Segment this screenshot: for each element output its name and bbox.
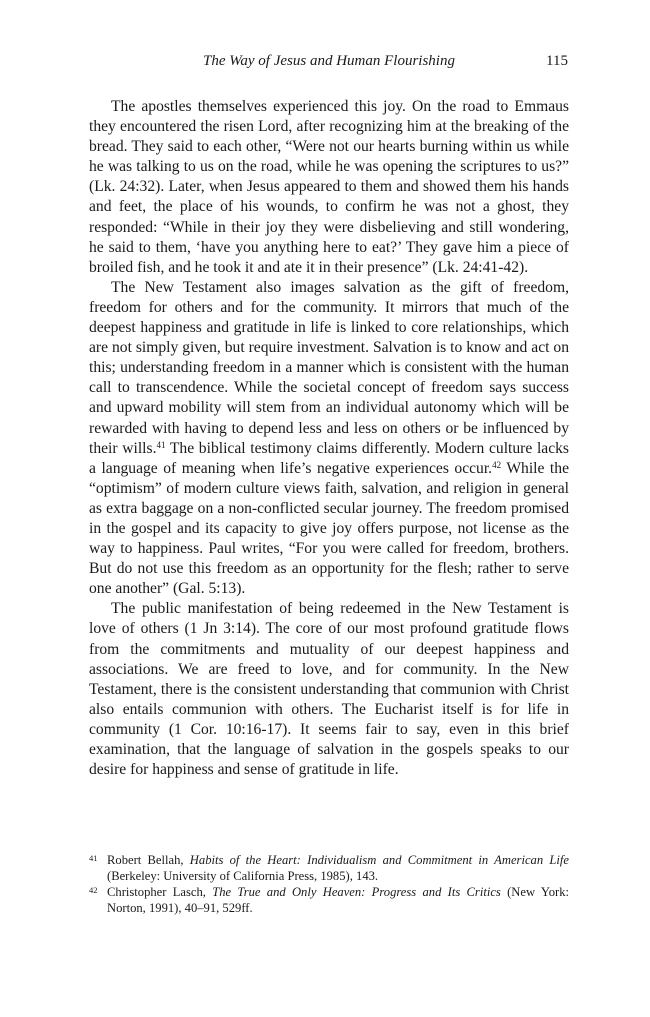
paragraph	[89, 278, 569, 600]
footnote	[89, 852, 569, 884]
footnote-author: Christopher Lasch,	[107, 885, 213, 899]
footnote-citation: (New York: Norton, 1991), 40–91, 529ff.	[107, 885, 569, 915]
footnote-number: 42	[89, 885, 98, 895]
footnote-number: 41	[89, 853, 98, 863]
paragraph-text: While the “optimism” of modern culture views faith, salvation, and religion in general as extra baggage on a non-conflicted secular journey. The freedom promised in the gospel and its capacity to give joy offers purpose, not license as the way to happiness. Paul writes, “For you were called for freedom, brothers. But do not use this freedom as an opportunity for the flesh; rather to serve one another” (Gal. 5:13).	[89, 459, 569, 598]
footnote	[89, 884, 569, 916]
footnote-citation: (Berkeley: University of California Press, 1985), 143.	[107, 869, 379, 883]
page-number: 115	[546, 53, 568, 69]
footnote-title: The True and Only Heaven: Progress and Its Critics	[212, 885, 501, 899]
paragraph-text: The New Testament also images salvation as the gift of freedom, freedom for others and for the community. It mirrors that much of the deepest happiness and gratitude in life is linked to core relationships, which are not simply given, but require investment. Salvation is to know and act on this; understanding freedom in a manner which is consistent with the human call to transcendence. While the societal concept of freedom says success and upward mobility will stem from an individual autonomy which will be rewarded with having to depend less and less on others or be influenced by their wills.	[89, 278, 569, 457]
running-head	[90, 50, 568, 72]
footnote-ref: 41	[156, 439, 166, 450]
footnote-author: Robert Bellah,	[107, 853, 190, 867]
body-text	[89, 97, 569, 780]
footnote-title: Habits of the Heart: Individualism and Commitment in American Life	[189, 853, 569, 867]
footnote-ref: 42	[492, 459, 502, 470]
paragraph: The public manifestation of being redeemed in the New Testament is love of others (1 Jn 3:14). The core of our most profound gratitude flows from the commitments and mutuality of our deepest happiness and associations. We are freed to love, and for community. In the New Testament, there is the consistent understanding that communion with Christ also entails communion with others. The Eucharist itself is for life in community (1 Cor. 10:16-17). It seems fair to say, even in this brief examination, that the language of salvation in the gospels speaks to our desire for happiness and sense of gratitude in life.	[89, 600, 569, 779]
paragraph-text: The biblical testimony claims differently. Modern culture lacks a language of meaning when life’s negative experiences occur.	[89, 439, 569, 477]
footnotes	[89, 852, 569, 916]
paragraph: The apostles themselves experienced this joy. On the road to Emmaus they encountered the risen Lord, after recognizing him at the breaking of the bread. They said to each other, “Were not our hearts burning within us while he was talking to us on the road, while he was opening the scriptures to us?” (Lk. 24:32). Later, when Jesus appeared to them and showed them his hands and feet, the place of his wounds, to confirm he was not a ghost, they responded: “While in their joy they were disbelieving and still wondering, he said to them, ‘have you anything here to eat?’ They gave him a piece of broiled fish, and he took it and ate it in their presence” (Lk. 24:41-42).	[89, 98, 569, 276]
running-title: The Way of Jesus and Human Flourishing	[203, 53, 455, 69]
